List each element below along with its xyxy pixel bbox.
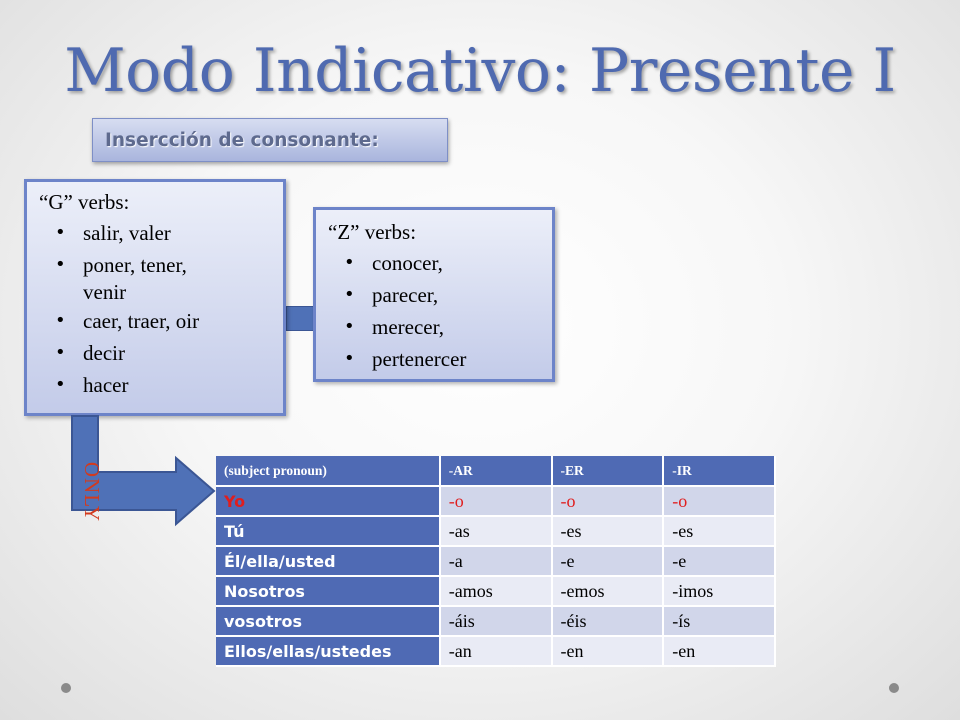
ending-cell: -o	[663, 486, 775, 516]
g-verb-text: poner, tener,	[83, 253, 187, 277]
ending-cell: -en	[663, 636, 775, 666]
g-verbs-box	[24, 179, 286, 416]
header-cell: (subject pronoun)	[216, 456, 440, 486]
list-item	[39, 217, 273, 249]
g-verb-text-continued: venir	[83, 280, 127, 304]
list-item	[328, 247, 542, 279]
subtitle-text: Insercción de consonante:	[105, 129, 379, 151]
list-item	[39, 305, 273, 337]
ending-cell: -o	[440, 486, 552, 516]
list-item	[39, 249, 273, 305]
z-verb-text: parecer,	[372, 283, 439, 307]
bullet-icon: •	[55, 342, 66, 363]
bullet-icon: •	[55, 374, 66, 395]
pronoun-cell: Nosotros	[216, 576, 440, 606]
table-row	[216, 576, 775, 606]
table-row	[216, 546, 775, 576]
subtitle-box	[92, 118, 448, 162]
table-row	[216, 486, 775, 516]
list-item	[328, 343, 542, 375]
g-verbs-heading: “G” verbs:	[39, 190, 130, 214]
pronoun-cell: Yo	[216, 486, 440, 516]
z-verb-text: conocer,	[372, 251, 443, 275]
list-item	[328, 279, 542, 311]
bullet-icon: •	[55, 222, 66, 243]
g-verb-text: decir	[83, 341, 125, 365]
header-cell: -AR	[440, 456, 552, 486]
pronoun-cell: Él/ella/usted	[216, 546, 440, 576]
z-verb-text: merecer,	[372, 315, 445, 339]
pronoun-cell: Tú	[216, 516, 440, 546]
list-item	[328, 311, 542, 343]
table-row	[216, 636, 775, 666]
bullet-icon: •	[55, 254, 66, 275]
ending-cell: -an	[440, 636, 552, 666]
ending-cell: -amos	[440, 576, 552, 606]
pronoun-cell: vosotros	[216, 606, 440, 636]
table-header-row	[216, 456, 775, 486]
ending-cell: -áis	[440, 606, 552, 636]
ending-cell: -e	[663, 546, 775, 576]
ending-cell: -o	[552, 486, 664, 516]
conjugation-table	[216, 456, 776, 667]
bullet-icon: •	[344, 316, 355, 337]
ending-cell: -imos	[663, 576, 775, 606]
ending-cell: -a	[440, 546, 552, 576]
ending-cell: -emos	[552, 576, 664, 606]
ending-cell: -ís	[663, 606, 775, 636]
slide-title: Modo Indicativo: Presente I	[64, 36, 896, 106]
bullet-icon: •	[344, 252, 355, 273]
header-cell: -ER	[552, 456, 664, 486]
ending-cell: -es	[663, 516, 775, 546]
ending-cell: -éis	[552, 606, 664, 636]
only-label: ONLY	[80, 461, 104, 523]
z-verbs-box	[313, 207, 555, 382]
g-verb-text: hacer	[83, 373, 129, 397]
table-row	[216, 606, 775, 636]
g-verb-text: salir, valer	[83, 221, 171, 245]
ending-cell: -e	[552, 546, 664, 576]
ending-cell: -en	[552, 636, 664, 666]
g-verbs-list	[39, 217, 273, 401]
ending-cell: -es	[552, 516, 664, 546]
connector-bar	[286, 306, 316, 331]
bullet-icon: •	[344, 348, 355, 369]
z-verb-text: pertenercer	[372, 347, 467, 371]
list-item	[39, 337, 273, 369]
g-verb-text: caer, traer, oir	[83, 309, 200, 333]
pronoun-cell: Ellos/ellas/ustedes	[216, 636, 440, 666]
bullet-icon: •	[344, 284, 355, 305]
header-cell: -IR	[663, 456, 775, 486]
z-verbs-list	[328, 247, 542, 375]
z-verbs-heading: “Z” verbs:	[328, 220, 417, 244]
ending-cell: -as	[440, 516, 552, 546]
list-item	[39, 369, 273, 401]
decorative-dot-icon	[61, 683, 71, 693]
table-row	[216, 516, 775, 546]
decorative-dot-icon	[889, 683, 899, 693]
bullet-icon: •	[55, 310, 66, 331]
